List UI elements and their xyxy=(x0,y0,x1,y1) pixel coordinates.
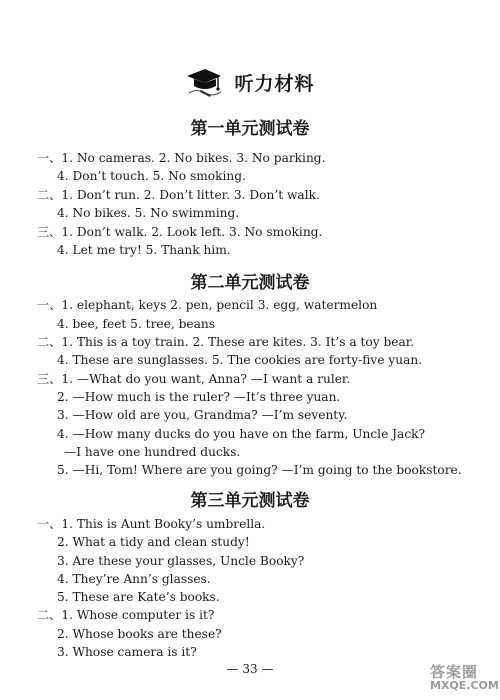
answer-line: 二、1. Whose computer is it? xyxy=(37,608,215,622)
page-number: — 33 — xyxy=(226,662,274,676)
answer-line: 4. They’re Ann’s glasses. xyxy=(57,572,211,586)
page-title xyxy=(0,66,500,106)
answer-line: 二、1. This is a toy train. 2. These are kites. 3. It’s a toy bear. xyxy=(37,335,415,349)
answer-line: 一、1. This is Aunt Booky’s umbrella. xyxy=(37,517,266,531)
watermark-bottom-text: MXQE.COM xyxy=(430,679,499,692)
answer-line: 三、1. —What do you want, Anna? —I want a ruler. xyxy=(37,372,351,386)
answer-line: 2. What a tidy and clean study! xyxy=(57,535,250,549)
watermark-logo xyxy=(430,663,499,696)
answer-line: 2. —How much is the ruler? —It’s three yuan. xyxy=(57,390,341,404)
answer-line: 5. These are Kate’s books. xyxy=(57,590,220,604)
answer-line: 一、1. No cameras. 2. No bikes. 3. No parking. xyxy=(37,151,326,165)
answer-line: 2. Whose books are these? xyxy=(57,627,222,641)
answer-line: 4. These are sunglasses. 5. The cookies are forty-five yuan. xyxy=(57,353,423,367)
answer-line: —I have one hundred ducks. xyxy=(64,445,241,459)
answer-line: 3. —How old are you, Grandma? —I’m seventy. xyxy=(57,408,348,422)
answer-line: 4. Let me try! 5. Thank him. xyxy=(57,243,231,257)
watermark-top-text: 答案圈 xyxy=(430,663,479,681)
section-heading-unit-3: 第三单元测试卷 xyxy=(190,491,310,511)
answer-line: 3. Are these your glasses, Uncle Booky? xyxy=(57,554,305,568)
answer-line: 5. —Hi, Tom! Where are you going? —I’m going to the bookstore. xyxy=(57,463,462,477)
section-heading-unit-2: 第二单元测试卷 xyxy=(190,273,310,293)
answer-line: 4. —How many ducks do you have on the farm, Uncle Jack? xyxy=(57,427,426,441)
answer-line: 4. bee, feet 5. tree, beans xyxy=(57,317,215,331)
section-heading-unit-1: 第一单元测试卷 xyxy=(190,119,310,139)
answer-line: 3. Whose camera is it? xyxy=(57,645,197,659)
graduation-cap-icon xyxy=(185,66,223,98)
answer-line: 4. Don’t touch. 5. No smoking. xyxy=(57,169,246,183)
answer-line: 4. No bikes. 5. No swimming. xyxy=(57,206,240,220)
answer-line: 一、1. elephant, keys 2. pen, pencil 3. egg, watermelon xyxy=(37,298,378,312)
title-text: 听力材料 xyxy=(234,72,315,95)
answer-line: 三、1. Don’t walk. 2. Look left. 3. No smoking. xyxy=(37,225,323,239)
answer-line: 二、1. Don’t run. 2. Don’t litter. 3. Don’t walk. xyxy=(37,188,320,202)
